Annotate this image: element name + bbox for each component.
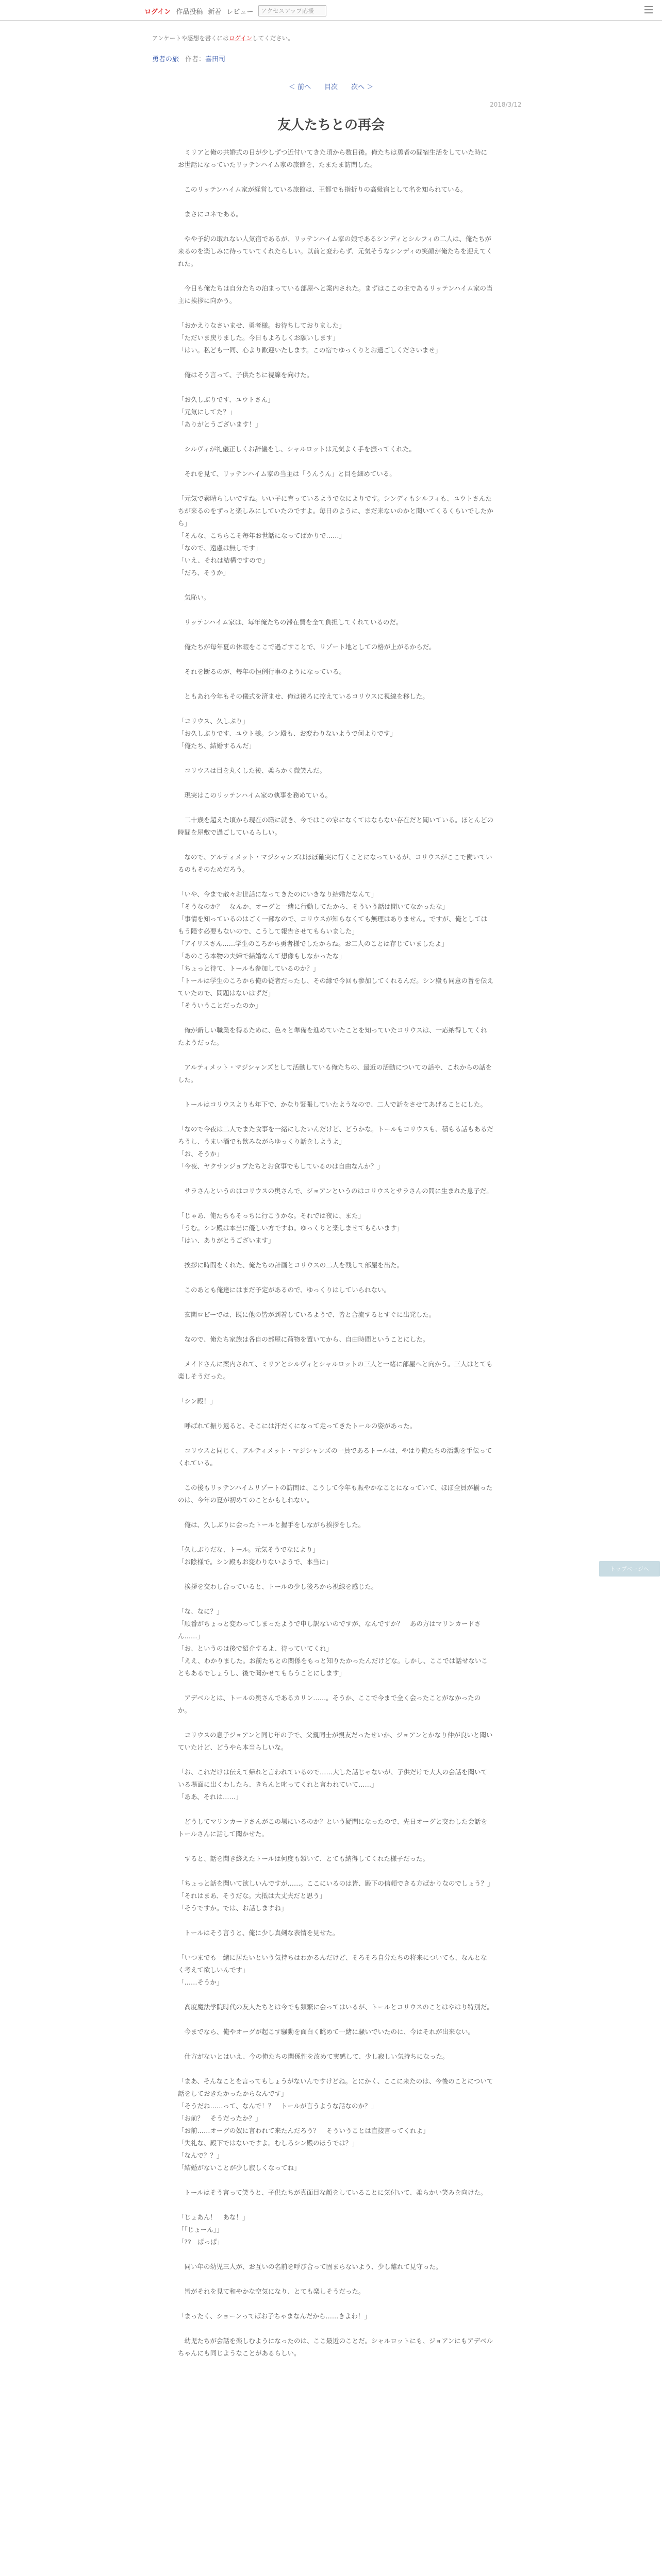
login-notice (152, 34, 294, 42)
body-paragraph: 「そんな、こちらこそ毎年お世話になってばかりで……」 (178, 532, 346, 539)
breadcrumb (152, 54, 225, 63)
notice-suffix: してください。 (252, 35, 294, 42)
body-paragraph (178, 357, 493, 369)
body-paragraph: それを断るのが、毎年の恒例行事のようになっている。 (178, 668, 346, 675)
body-paragraph: コリウスと同じく、アルティメット・マジシャンズの一員であるトールは、やはり俺たちの活動を手伝ってくれている。 (178, 1447, 492, 1467)
body-paragraph: 「お、これだけは伝えて帰れと言われているので……大した話じゃないが、子供だけで大人の会話を聞いている場面に出くわしたら、きちんと叱ってくれと言われていて……」 (178, 1768, 488, 1788)
body-paragraph (178, 1296, 493, 1309)
body-paragraph: なので、アルティメット・マジシャンズはほぼ確実に行くことになっているが、コリウスがここで働いているのもそのためだろう。 (178, 853, 492, 873)
body-paragraph (178, 1408, 493, 1420)
body-paragraph: 「いや、今まで散々お世話になってきたのにいきなり結婚だなんて」 (178, 890, 378, 898)
body-paragraph: 「あのころ本物の夫婦で結婚なんて想像もしなかったな」 (178, 952, 346, 960)
body-paragraph: 「順番がちょっと変わってしまったようで申し訳ないのですが、なんですか？ あの方はマリンカードさん……」 (178, 1620, 481, 1640)
body-paragraph: 「結婚がないことが少し寂しくなってね」 (178, 2164, 301, 2172)
chapter-pager (0, 81, 662, 91)
post-date: 2018/3/12 (490, 101, 522, 108)
body-paragraph: 「ちょっと話を聞いて欲しいんですが……。ここにいるのは皆、殿下の信頼できる方ばかりなのでしょう？」 (178, 1879, 494, 1887)
body-paragraph: 「「じょーん」」 (178, 2226, 223, 2233)
body-paragraph: 「うむ。シン殿は本当に優しい方ですね。ゆっくりと楽しませてもらいます」 (178, 1224, 404, 1232)
search-input[interactable]: アクセスアップ応援 (258, 5, 326, 16)
body-paragraph: 「そうだね……って、なんで！？ トールが言うような話なのか？」 (178, 2102, 378, 2110)
body-paragraph: 「シン殿！」 (178, 1397, 217, 1405)
body-paragraph: 「トールは学生のころから俺の従者だったし、その縁で今回も参加してくれるんだ。シン殿も同意の旨を伝えていたので、問題はないはずだ」 (178, 977, 493, 997)
nav-link-post[interactable]: 作品投稿 (176, 8, 203, 16)
body-paragraph: 「お陰様で。シン殿もお変わりないようで、本当に」 (178, 1558, 333, 1566)
body-paragraph: まさにコネである。 (178, 210, 243, 218)
body-paragraph: 俺たちが毎年夏の休暇をここで過ごすことで、リゾート地としての格が上がるからだ。 (178, 643, 436, 651)
body-paragraph: 「お久しぶりです、ユウトさん」 (178, 396, 274, 403)
body-paragraph (178, 1840, 493, 1853)
body-paragraph: 「久しぶりだな、トール。元気そうでなにより」 (178, 1546, 319, 1553)
nav-link-review[interactable]: レビュー (226, 8, 254, 16)
body-paragraph: 「まあ、そんなことを言ってもしょうがないんですけどね。とにかく、ここに来たのは、今後のことについて話をしておきたかったからなんです」 (178, 2077, 493, 2097)
prev-link[interactable]: ＜ 前へ (288, 83, 311, 91)
body-paragraph (178, 1432, 493, 1445)
body-paragraph: 「お前？ そうだったか？」 (178, 2114, 262, 2122)
body-paragraph (178, 752, 493, 765)
body-paragraph: ともあれ今年もその儀式を済ませ、俺は後ろに控えているコリウスに視線を移した。 (178, 692, 429, 700)
body-paragraph: 「なので今夜は二人でまた食事を一緒にしたいんだけど、どうかな。トールもコリウスも、積もる話もあるだろうし、うまい酒でも飲みながらゆっくり話をしようよ」 (178, 1125, 493, 1145)
body-paragraph: 「ええ、わかりました。お前たちとの関係をもっと知りたかったんだけどな。しかし、ここでは話せないこともあるでしょうし、後で聞かせてもらうことにします」 (178, 1657, 488, 1677)
chapter-body (178, 146, 493, 2360)
body-paragraph: 「元気にしてた？」 (178, 408, 236, 416)
body-paragraph: 「失礼な、殿下ではないですよ。むしろシン殿のほうでは？」 (178, 2139, 358, 2147)
body-paragraph (178, 1111, 493, 1123)
body-paragraph (178, 431, 493, 443)
body-paragraph (178, 1754, 493, 1766)
body-paragraph: 「そうですか。では、お話しますね」 (178, 1904, 288, 1912)
scroll-top-button[interactable]: トップページへ (599, 1561, 660, 1577)
body-paragraph (178, 579, 493, 591)
body-paragraph (178, 2063, 493, 2075)
body-paragraph: コリウスは目を丸くした後、柔らかく微笑んだ。 (178, 767, 326, 774)
body-paragraph: すると、話を聞き終えたトールは何度も頷いて、とても納得してくれた様子だった。 (178, 1855, 429, 1862)
body-paragraph (178, 2323, 493, 2335)
body-paragraph: 「いえ、それは結構ですので」 (178, 556, 269, 564)
body-paragraph (178, 802, 493, 814)
body-paragraph (178, 2199, 493, 2211)
body-paragraph (178, 678, 493, 690)
body-paragraph: 挨拶に時間をくれた、俺たちの計画とコリウスの二人を残して部屋を出た。 (178, 1261, 404, 1269)
body-paragraph: 今日も俺たちは自分たちの泊まっている部屋へと案内された。まずはここの主であるリッテンハイム家の当主に挨拶に向かう。 (178, 284, 493, 304)
body-paragraph (178, 1272, 493, 1284)
body-paragraph (178, 2013, 493, 2026)
body-paragraph: 「な、なに？」 (178, 1607, 223, 1615)
body-paragraph (178, 1506, 493, 1519)
body-paragraph: トールはそう言って笑うと、子供たちが真面目な顔をしていることに気付いて、柔らかい笑みを向けた。 (178, 2189, 487, 2196)
body-paragraph (178, 307, 493, 319)
body-paragraph: アルティメット・マジシャンズとして活動している俺たちの、最近の活動についての話や、これからの話をした。 (178, 1063, 492, 1083)
next-link[interactable]: 次へ ＞ (351, 83, 374, 91)
body-paragraph: 呼ばれて振り返ると、そこには汗だくになって走ってきたトールの姿があった。 (178, 1422, 417, 1430)
body-paragraph: 幼児たちが会話を楽しむようになったのは、ここ最近のことだ。シャルロットにも、ジョアンにもアデベルちゃんにも同じようなことがあるらしい。 (178, 2337, 493, 2357)
body-paragraph: 「まったく、ショーンってばお子ちゃまなんだから……きよわ！」 (178, 2312, 371, 2320)
body-paragraph (178, 1321, 493, 1333)
notice-login-link[interactable]: ログイン (228, 35, 253, 42)
body-paragraph (178, 1717, 493, 1729)
menu-icon[interactable] (644, 6, 653, 13)
body-paragraph (178, 876, 493, 888)
body-paragraph: 「ああ、それは……」 (178, 1793, 242, 1801)
body-paragraph: 「そうなのか？ なんか、オーグと一緒に行動してたから、そういう話は聞いてなかったな」 (178, 903, 449, 910)
body-paragraph (178, 1989, 493, 2001)
body-paragraph: トールはコリウスよりも年下で、かなり緊張していたようなので、二人で話をさせてあげることにした。 (178, 1100, 487, 1108)
body-paragraph: 「はい、ありがとうございます」 (178, 1236, 275, 1244)
body-paragraph: アデベルとは、トールの奥さんであるカリン……。そうか、ここで今まで全く会ったことがなかったのか。 (178, 1694, 481, 1714)
header-nav (144, 5, 326, 16)
body-paragraph: やや予約の取れない人気宿であるが、リッテンハイム家の娘であるシンディとシルフィの二人は、俺たちが来るのを楽しみに待っていてくれたらしい。以前と変わらず、元気そうなシンディの笑顔が俺たちを迎えてくれた。 (178, 235, 493, 267)
body-paragraph: 「お、そうか」 (178, 1150, 223, 1158)
body-paragraph (178, 1383, 493, 1395)
body-paragraph (178, 2248, 493, 2261)
body-paragraph: 二十歳を超えた頃から現在の職に就き、今ではこの家になくてはならない存在だと聞いている。ほとんどの時間を屋敷で過ごしているらしい。 (178, 816, 494, 836)
body-paragraph (178, 2038, 493, 2050)
body-paragraph: どうしてマリンカードさんがこの場にいるのか？という疑問になったので、先日オーグと交わした会話をトールさんに話して聞かせた。 (178, 1818, 488, 1838)
body-paragraph: 「今夜、ヤクサンジョブたちとお食事でもしているのは自由なんか？」 (178, 1162, 384, 1170)
body-paragraph: 「だろ、そうか」 (178, 569, 230, 577)
body-paragraph: 「ありがとうございます！」 (178, 420, 262, 428)
body-paragraph (178, 1197, 493, 1210)
body-paragraph (178, 1086, 493, 1098)
body-paragraph: 「……そうか」 (178, 1978, 223, 1986)
body-paragraph (178, 196, 493, 208)
toc-link[interactable]: 目次 (324, 83, 338, 91)
body-paragraph: 「俺たち、結婚するんだ」 (178, 742, 256, 750)
body-paragraph (178, 1173, 493, 1185)
body-paragraph (178, 703, 493, 715)
body-paragraph (178, 171, 493, 183)
body-paragraph (178, 604, 493, 616)
body-paragraph (178, 629, 493, 641)
body-paragraph (178, 1247, 493, 1259)
body-paragraph: 挨拶を交わし合っていると、トールの少し後ろから視線を感じた。 (178, 1583, 378, 1590)
chapter-title: 友人たちとの再会 (277, 117, 385, 133)
body-paragraph (178, 1049, 493, 1061)
body-paragraph (178, 2298, 493, 2310)
body-paragraph (178, 1680, 493, 1692)
body-paragraph (178, 455, 493, 468)
body-paragraph (178, 1531, 493, 1544)
body-paragraph (178, 1939, 493, 1952)
body-paragraph: このリッテンハイム家が経営している旅館は、王都でも指折りの高級宿として名を知られている。 (178, 185, 467, 193)
body-paragraph: 皆がそれを見て和やかな空気になり、とても楽しそうだった。 (178, 2287, 365, 2295)
body-paragraph (178, 381, 493, 394)
body-paragraph: 「そういうことだったのか」 (178, 1002, 262, 1009)
body-paragraph: 玄関ロビーでは、既に他の皆が到着しているようで、皆と合流するとすぐに出発した。 (178, 1311, 436, 1318)
body-paragraph: トールはそう言うと、俺に少し真剣な表情を見せた。 (178, 1929, 339, 1937)
body-paragraph: 「おかえりなさいませ、勇者様。お待ちしておりました」 (178, 321, 345, 329)
body-paragraph: 今までなら、俺やオーグが起こす騒動を面白く眺めて一緒に騒いでいたのに、今はそれが出来ない。 (178, 2028, 475, 2036)
body-paragraph: 現実はこのリッテンハイム家の執事を務めている。 (178, 791, 332, 799)
body-paragraph: 「なので、遠慮は無しです」 (178, 544, 262, 552)
body-paragraph: 俺が新しい職業を得るために、色々と準備を進めていたことを知っていたコリウスは、一応納得してくれたようだった。 (178, 1026, 487, 1046)
body-paragraph: 「アイリスさん……学生のころから勇者様でしたからね。お二人のことは存じていましたよ」 (178, 940, 448, 947)
body-paragraph: 「じょあん！ あな！」 (178, 2213, 249, 2221)
nav-link-new[interactable]: 新着 (208, 8, 222, 16)
body-paragraph: 「はい。私ども一同、心より歓迎いたします。この宿でゆっくりとお過ごしくださいませ」 (178, 346, 442, 354)
top-header (0, 0, 662, 21)
body-paragraph: 高度魔法学院時代の友人たちとは今でも頻繁に会ってはいるが、トールとコリウスのことはやはり特別だ。 (178, 2003, 493, 2011)
body-paragraph: それを見て、リッテンハイム家の当主は「うんうん」と目を細めている。 (178, 470, 396, 478)
body-paragraph (178, 653, 493, 666)
login-link[interactable]: ログイン (144, 8, 171, 16)
body-paragraph (178, 1593, 493, 1605)
body-paragraph: 「事情を知っているのはごく一部なので、コリウスが知らなくても無理はありません。ですが、俺としてはもう隠す必要もないので、こうして報告させてもらいました」 (178, 915, 488, 935)
body-paragraph (178, 1865, 493, 1877)
body-paragraph (178, 777, 493, 789)
body-paragraph: リッテンハイム家は、毎年俺たちの滞在費を全て負担してくれているのだ。 (178, 618, 403, 626)
body-paragraph (178, 480, 493, 493)
body-paragraph: コリウスの息子ジョアンと同じ年の子で、父親同士が親友だったせいか、ジョアンとかなり仲が良いと聞いていたけど、どうやら本当らしいな。 (178, 1731, 493, 1751)
body-paragraph: この後もリッテンハイムリゾートの訪問は、こうして今年も賑やかなことになっていて、ほぼ全員が揃ったのは、今年の夏が初めてのことかもしれない。 (178, 1484, 493, 1504)
body-paragraph: 「じゃあ、俺たちもそっちに行こうかな。それでは夜に、また」 (178, 1212, 365, 1219)
body-paragraph: 「ただいま戻りました。今日もよろしくお願いします」 (178, 334, 339, 342)
body-paragraph: 仕方がないとはいえ、今の俺たちの関係性を改めて実感して、少し寂しい気持ちになった。 (178, 2053, 449, 2060)
body-paragraph (178, 221, 493, 233)
body-paragraph (178, 1469, 493, 1482)
body-paragraph: 同い年の幼児三人が、お互いの名前を呼び合って固まらないよう、少し離れて見守った。 (178, 2263, 442, 2270)
body-paragraph: なので、俺たち家族は各自の部屋に荷物を置いてから、自由時間ということにした。 (178, 1335, 429, 1343)
body-paragraph: 「ちょっと待て、トールも参加しているのか？」 (178, 964, 320, 972)
body-paragraph: 「?? ぱっぱ」 (178, 2238, 224, 2246)
body-paragraph: 「いつまでも一緒に居たいという気持ちはわかるんだけど、そろそろ自分たちの将来についても、なんとなく考えて欲しいんです」 (178, 1954, 487, 1974)
body-paragraph: 俺はそう言って、子供たちに視線を向けた。 (178, 371, 313, 379)
body-paragraph: 「元気で素晴らしいですね。いい子に育っているようでなによりです。シンディもシルフィも、ユウトさんたちが来るのをずっと楽しみにしていたのですよ。毎日のように、まだ来ないのかと聞いてくるくらいでしたから」 (178, 495, 493, 527)
author-link[interactable]: 喜田司 (205, 56, 226, 63)
body-paragraph: シルヴィが礼儀正しくお辞儀をし、シャルロットは元気よく手を振ってくれた。 (178, 445, 416, 453)
body-paragraph (178, 1914, 493, 1927)
body-paragraph (178, 839, 493, 851)
body-paragraph: 「それはまあ、そうだな。大抵は大丈夫だと思う」 (178, 1892, 326, 1900)
body-paragraph: 「お、というのは後で紹介するよ、待っていてくれ」 (178, 1645, 333, 1652)
body-paragraph: 「なんで？？」 (178, 2151, 223, 2159)
body-paragraph: 俺は、久しぶりに会ったトールと握手をしながら挨拶をした。 (178, 1521, 365, 1529)
notice-prefix: アンケートや感想を書くには (152, 35, 229, 42)
body-paragraph: 「お前……オーグの奴に言われて来たんだろう？ そういうことは直接言ってくれよ」 (178, 2127, 429, 2134)
body-paragraph (178, 1568, 493, 1581)
body-paragraph: このあとも俺達にはまだ予定があるので、ゆっくりはしていられない。 (178, 1286, 391, 1294)
author-label: 作者： (185, 56, 206, 63)
body-paragraph (178, 1346, 493, 1358)
body-paragraph (178, 270, 493, 282)
work-title-link[interactable]: 勇者の旅 (152, 56, 179, 63)
body-paragraph (178, 1803, 493, 1816)
body-paragraph: 気恥い。 (178, 594, 210, 601)
body-paragraph: 「お久しぶりです、ユウト様。シン殿も、お変わりないようで何よりです」 (178, 730, 396, 737)
body-paragraph (178, 1012, 493, 1024)
body-paragraph: メイドさんに案内されて、ミリアとシルヴィとシャルロットの三人と一緒に部屋へと向かう。三人はとても楽しそうだった。 (178, 1360, 493, 1380)
body-paragraph (178, 2273, 493, 2285)
body-paragraph: ミリアと俺の共婚式の日が少しずつ近付いてきた頃から数日後。俺たちは勇者の間宿生活をしていた時にお世話になっていたリッテンハイム家の旅館を、たまたま訪問した。 (178, 148, 488, 168)
body-paragraph: 「コリウス、久しぶり」 (178, 717, 249, 725)
body-paragraph: サラさんというのはコリウスの奥さんで、ジョアンというのはコリウスとサラさんの間に生まれた息子だ。 (178, 1187, 493, 1195)
body-paragraph (178, 2174, 493, 2187)
